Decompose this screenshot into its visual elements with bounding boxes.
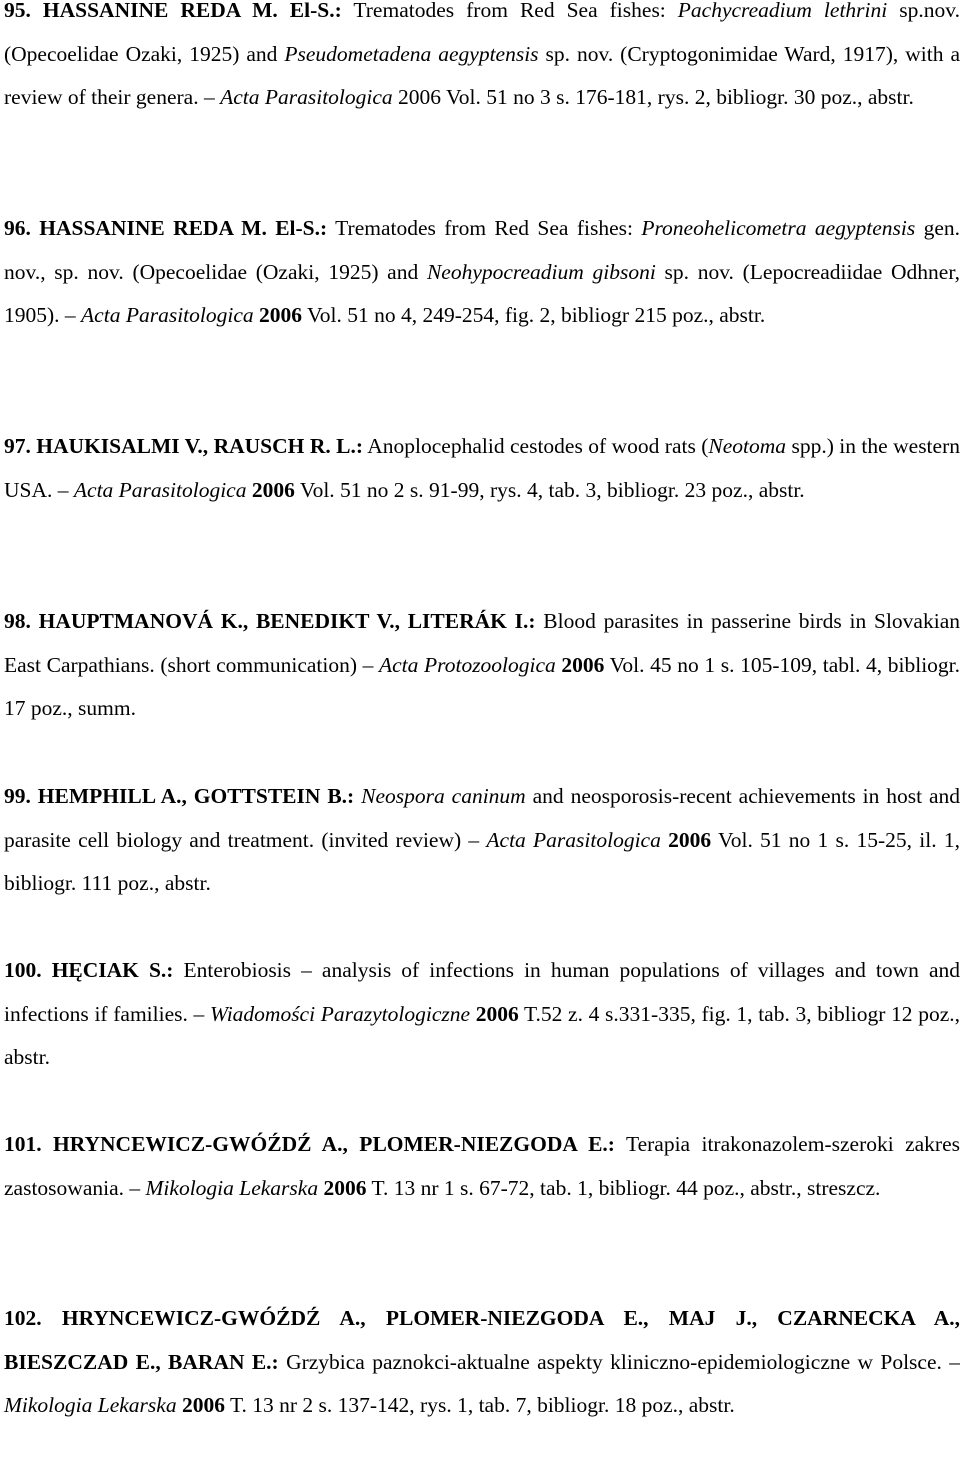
entry-italic-text: Acta Protozoologica bbox=[379, 652, 556, 677]
entry-italic-text: Neohypocreadium gibsoni bbox=[426, 259, 656, 284]
bibliography-entry-98 bbox=[4, 600, 960, 731]
entry-authors-bold: 2006 bbox=[660, 827, 712, 852]
entry-text: and neosporosis-recent achievements in host and parasite cell biology and treatment. (invited review) – bbox=[4, 784, 960, 852]
entry-authors-bold: 95. HASSANINE REDA M. El-S.: bbox=[4, 0, 342, 22]
entry-text: sp. nov. (Cryptogonimidae Ward, 1917), with a review of their genera. – bbox=[4, 41, 960, 109]
entry-italic-text: Neotoma bbox=[708, 434, 787, 458]
bibliography-entry-96 bbox=[4, 207, 960, 338]
entry-authors-bold: 2006 bbox=[253, 303, 302, 327]
entry-italic-text: Acta Parasitologica bbox=[73, 477, 247, 502]
entry-italic-text: Acta Parasitologica bbox=[81, 303, 254, 327]
entry-text: Terapia itrakonazolem-szeroki zakres zastosowania. – bbox=[4, 1132, 960, 1200]
entry-italic-text: Pseudometadena aegyptensis bbox=[284, 41, 539, 66]
entry-text: Vol. 51 no 4, 249-254, fig. 2, bibliogr 215 poz., abstr. bbox=[302, 303, 766, 327]
entry-italic-text: Acta Parasitologica bbox=[220, 85, 393, 109]
entry-text: Vol. 45 no 1 s. 105-109, tabl. 4, bibliogr. 17 poz., summ. bbox=[4, 652, 960, 720]
entry-text: Grzybica paznokci-aktualne aspekty kliniczno-epidemiologiczne w Polsce. – bbox=[278, 1349, 960, 1374]
entry-text: Trematodes from Red Sea fishes: bbox=[341, 0, 678, 22]
entry-text: T. 13 nr 1 s. 67-72, tab. 1, bibliogr. 44 poz., abstr., streszcz. bbox=[366, 1175, 881, 1200]
entry-text: T.52 z. 4 s.331-335, fig. 1, tab. 3, bibliogr 12 poz., abstr. bbox=[4, 1001, 960, 1069]
bibliography-entry-95 bbox=[4, 0, 960, 120]
entry-text: Vol. 51 no 1 s. 15-25, il. 1, bibliogr. 111 poz., abstr. bbox=[4, 827, 960, 895]
entry-authors-bold: 101. HRYNCEWICZ-GWÓŹDŹ A., PLOMER-NIEZGODA E.: bbox=[4, 1132, 615, 1156]
entry-authors-bold: 100. HĘCIAK S.: bbox=[4, 958, 174, 982]
entry-italic-text: Neospora caninum bbox=[361, 784, 526, 808]
entry-italic-text: Acta Parasitologica bbox=[486, 827, 661, 852]
entry-authors-bold: 99. HEMPHILL A., GOTTSTEIN B.: bbox=[4, 784, 355, 808]
bibliography-entry-102 bbox=[4, 1297, 960, 1428]
entry-text: Enterobiosis – analysis of infections in human populations of villages and town and infections if families. – bbox=[4, 958, 960, 1026]
entry-italic-text: Proneohelicometra aegyptensis bbox=[641, 216, 916, 240]
entry-italic-text: Wiadomości Parazytologiczne bbox=[209, 1001, 471, 1026]
entry-text: Anoplocephalid cestodes of wood rats ( bbox=[363, 434, 709, 458]
entry-text: spp.) in the western USA. – bbox=[4, 434, 960, 502]
entry-text: T. 13 nr 2 s. 137-142, rys. 1, tab. 7, bibliogr. 18 poz., abstr. bbox=[224, 1393, 735, 1417]
entry-text: Blood parasites in passerine birds in Slovakian East Carpathians. (short communication) – bbox=[4, 609, 960, 677]
entry-text: 2006 bbox=[392, 85, 442, 109]
entry-authors-bold: 96. HASSANINE REDA M. El-S.: bbox=[4, 216, 328, 240]
entry-authors-bold: 2006 bbox=[176, 1393, 225, 1417]
bibliography-entry-101 bbox=[4, 1123, 960, 1210]
bibliography-entry-100 bbox=[4, 949, 960, 1080]
entry-text: Vol. 51 no 2 s. 91-99, rys. 4, tab. 3, bibliogr. 23 poz., abstr. bbox=[294, 477, 805, 502]
bibliography-entry-99 bbox=[4, 775, 960, 906]
entry-text: Vol. 51 no 3 s. 176-181, rys. 2, bibliogr. 30 poz., abstr. bbox=[441, 85, 914, 109]
entry-authors-bold: 2006 bbox=[246, 477, 295, 502]
entry-italic-text: Mikologia Lekarska bbox=[145, 1175, 319, 1200]
entry-authors-bold: 98. HAUPTMANOVÁ K., BENEDIKT V., LITERÁK I.: bbox=[4, 609, 536, 633]
entry-authors-bold: 102. HRYNCEWICZ-GWÓŹDŹ A., PLOMER-NIEZGODA E., MAJ J., CZARNECKA A., BIESZCZAD E., BARAN E.: bbox=[4, 1306, 960, 1374]
entry-text: gen. nov., sp. nov. (Opecoelidae (Ozaki, 1925) and bbox=[4, 216, 960, 284]
entry-text: sp. nov. (Lepocreadiidae Odhner, 1905). – bbox=[4, 259, 960, 327]
entry-authors-bold: 2006 bbox=[470, 1001, 519, 1026]
entry-authors-bold: 97. HAUKISALMI V., RAUSCH R. L.: bbox=[4, 434, 364, 458]
entry-text: Trematodes from Red Sea fishes: bbox=[327, 216, 642, 240]
entry-italic-text: Mikologia Lekarska bbox=[4, 1393, 177, 1417]
entry-authors-bold: 2006 bbox=[555, 652, 605, 677]
entry-text: sp.nov. (Opecoelidae Ozaki, 1925) and bbox=[4, 0, 960, 66]
bibliography-entry-97 bbox=[4, 425, 960, 512]
entry-italic-text: Pachycreadium lethrini bbox=[677, 0, 888, 22]
entry-authors-bold: 2006 bbox=[318, 1175, 367, 1200]
